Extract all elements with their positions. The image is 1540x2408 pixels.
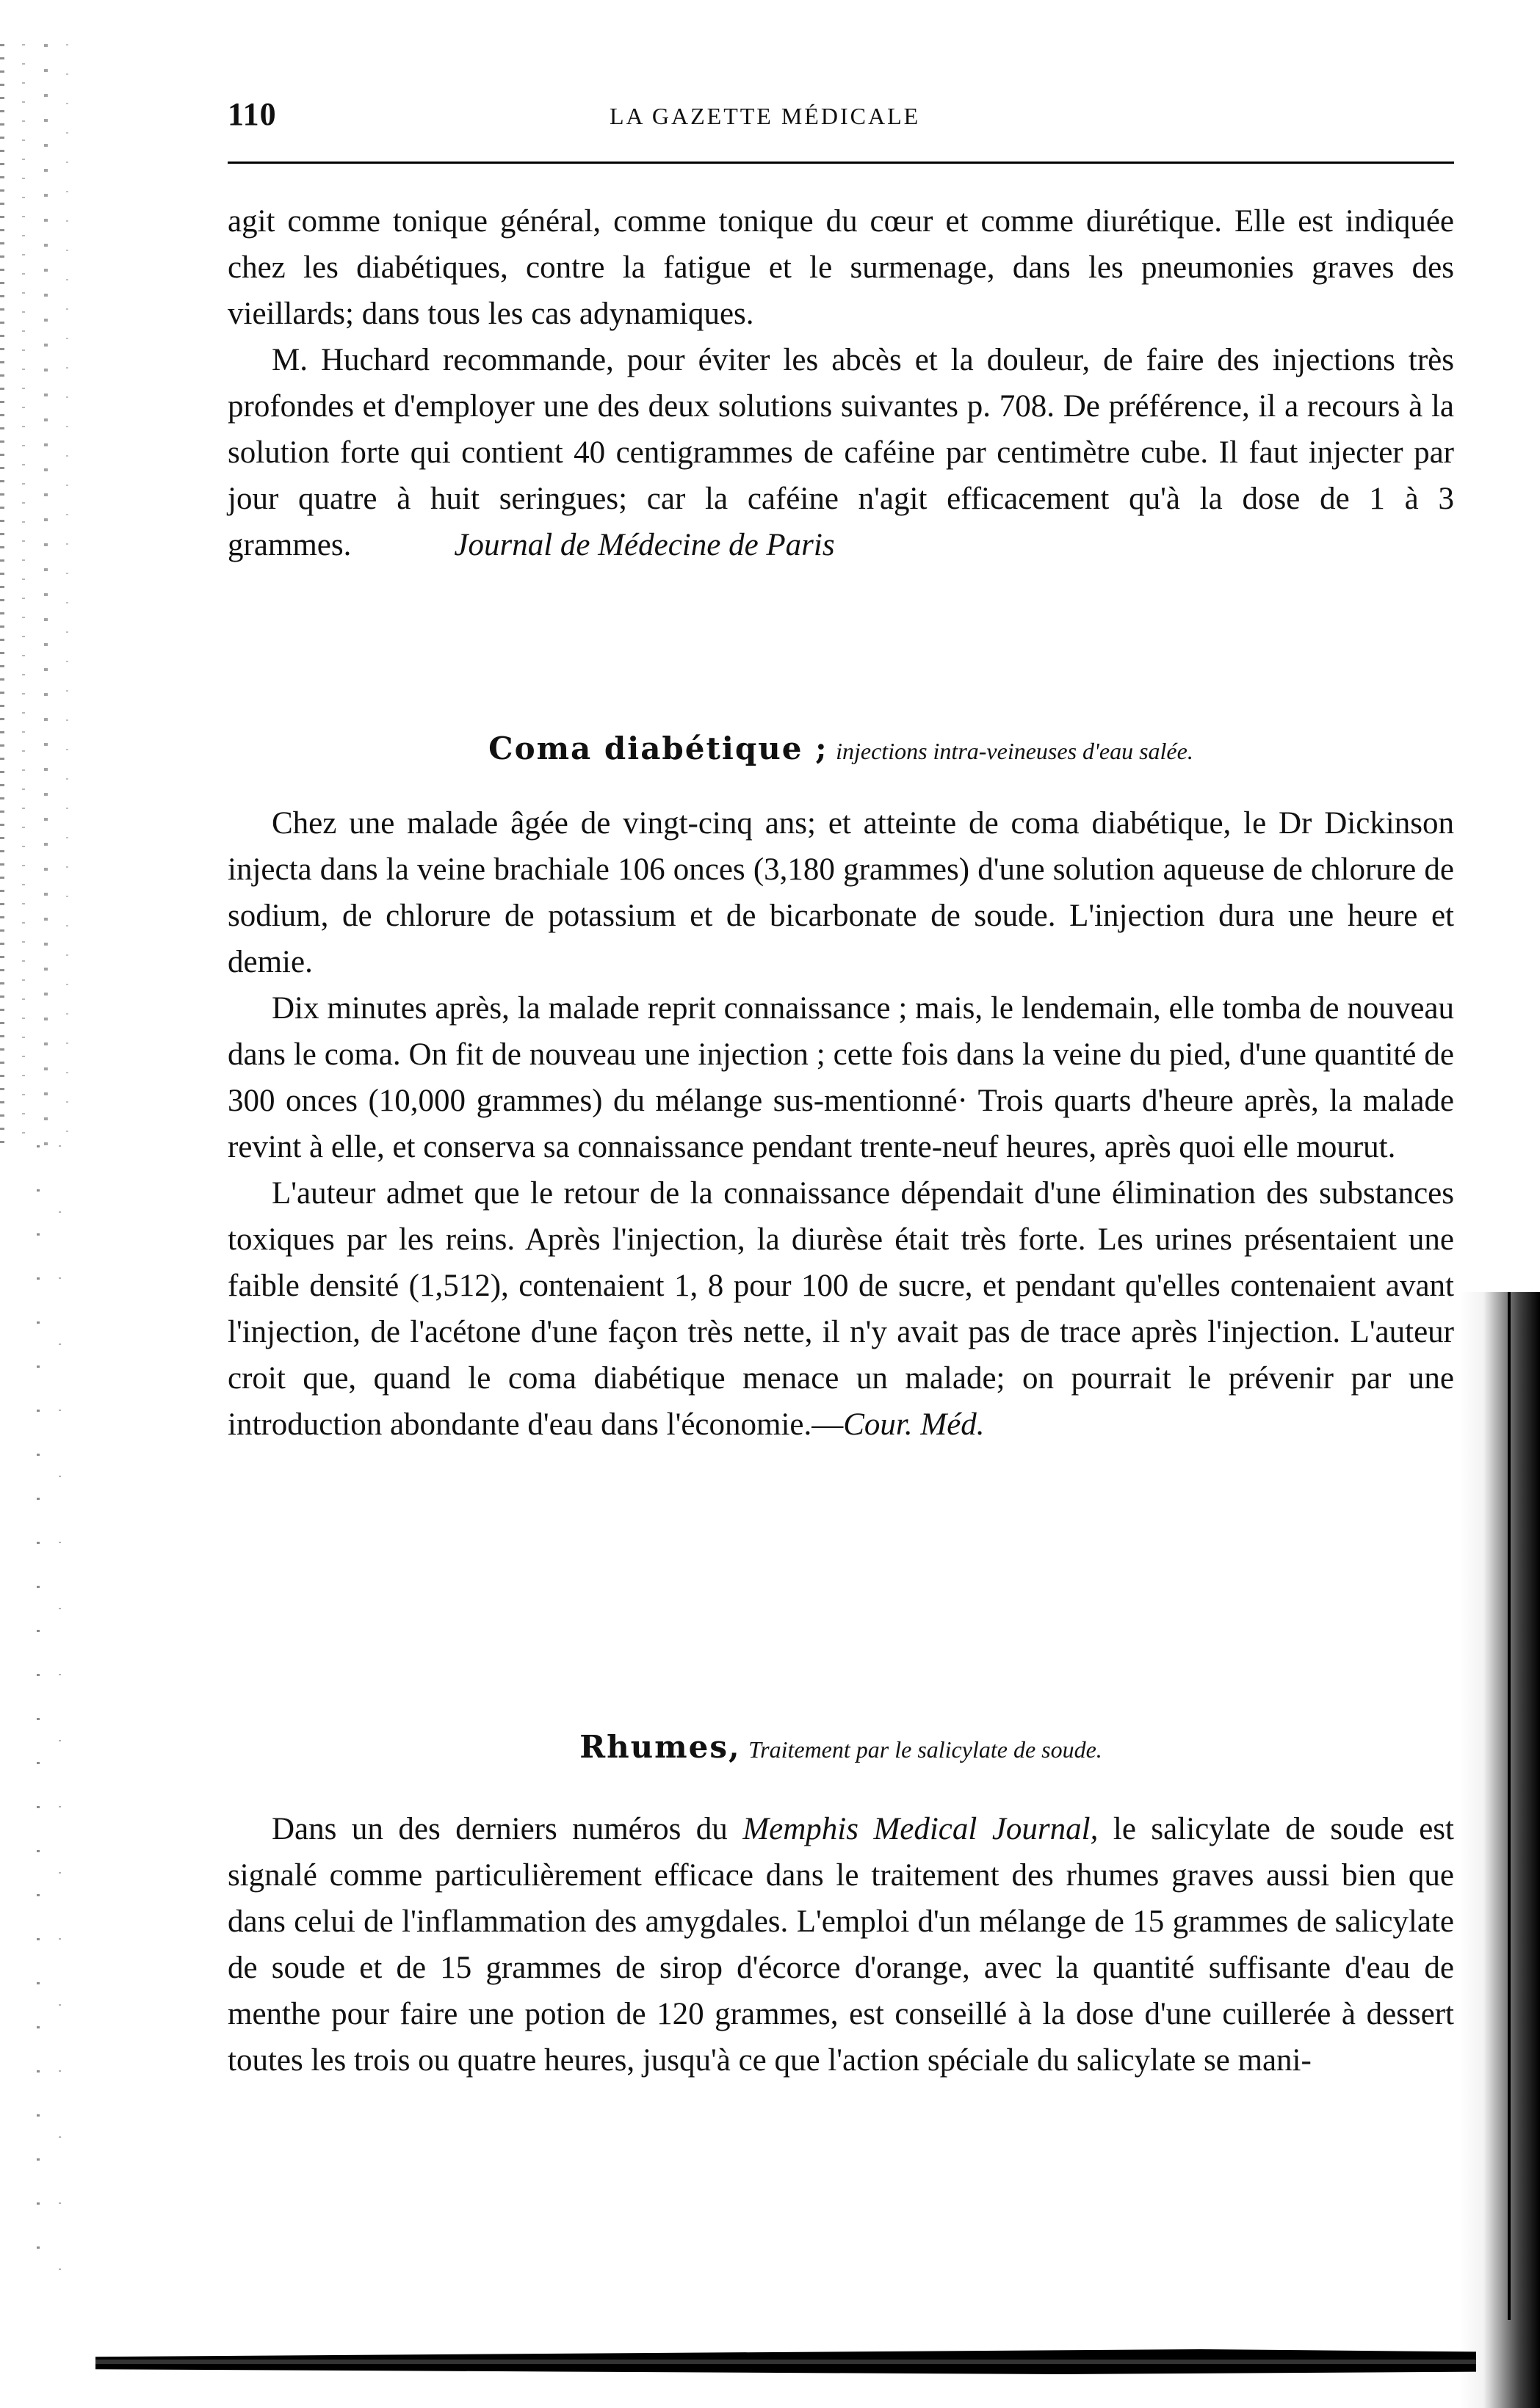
section-heading-rhumes: [228, 1725, 1454, 1771]
paragraph: Chez une malade âgée de vingt-cinq ans; et atteinte de coma diabétique, le Dr Dickinson injecta dans la veine brachiale 106 onces (3,180 grammes) d'une solution aqueuse de chlorure de sodium, de chlorure de potassium et de bicarbonate de soude. L'injection dura une heure et demie.: [228, 806, 1454, 979]
running-head: [228, 88, 1454, 147]
scan-edge-left-lower: [29, 1145, 73, 2283]
paragraph: Dix minutes après, la malade reprit connaissance ; mais, le lendemain, elle tomba de nouveau dans le coma. On fit de nouveau une injection ; cette fois dans la veine du pied, d'une quantité de 300 onces (10,000 grammes) du mélange sus-mentionné· Trois quarts d'heure après, la malade revint à elle, et conserva sa connaissance pendant trente-neuf heures, après quoi elle mourut.: [228, 991, 1454, 1164]
paragraph-text: le salicylate de soude est signalé comme particulièrement efficace dans le traitement des rhumes graves aussi bien que dans celui de l'inflammation des amygdales. L'emploi d'un mélange de 15 grammes de salicylate de soude et de 15 grammes de sirop d'écorce d'orange, avec la quantité suffisante d'eau de menthe pour faire une potion de 120 grammes, est conseillé à la dose d'une cuillerée à dessert toutes les trois ou quatre heures, jusqu'à ce que l'action spéciale du salicylate se mani-: [228, 1812, 1454, 2078]
section-rhumes: [228, 1806, 1454, 2084]
paragraph: [228, 337, 1454, 568]
journal-title: LA GAZETTE MÉDICALE: [610, 103, 921, 129]
section-subtitle: injections intra-veineuses d'eau salée.: [836, 738, 1193, 764]
page-number: 110: [228, 96, 277, 132]
header-rule: [228, 162, 1454, 164]
scan-edge-left: [0, 44, 103, 1145]
paragraph-text: Dans un des derniers numéros du: [272, 1812, 743, 1846]
paragraph-text: L'auteur admet que le retour de la connaissance dépendait d'une élimination des substances toxiques par les reins. Après l'injection, la diurèse était très forte. Les urines présentaient une faible densité (1,512), contenaient 1, 8 pour 100 de sucre, et pendant qu'elles contenaient avant l'injection, de l'acétone d'une façon très nette, il n'y avait pas de trace après l'injection. L'auteur croit que, quand le coma diabétique menace un malade; on pourrait le prévenir par une introduction abondante d'eau dans l'économie.—: [228, 1176, 1454, 1442]
source-citation: Cour. Méd.: [843, 1407, 985, 1442]
spine-shadow: [1459, 1292, 1540, 2408]
section-title: Rhumes,: [579, 1729, 741, 1765]
section-heading-coma: [228, 727, 1454, 773]
section-caffeine: [228, 198, 1454, 568]
bottom-rule: [95, 2349, 1476, 2374]
paragraph-text: M. Huchard recommande, pour éviter les abcès et la douleur, de faire des injections très profondes et d'employer une des deux solutions suivantes p. 708. De préférence, il a recours à la solution forte qui contient 40 centigrammes de caféine par centimètre cube. Il faut injecter par jour quatre à huit seringues; car la caféine n'agit efficacement qu'à la dose de 1 à 3 grammes.: [228, 343, 1454, 562]
journal-reference: Memphis Medical Journal,: [742, 1812, 1099, 1846]
paragraph: [228, 1806, 1454, 2084]
section-title: Coma diabétique ;: [488, 730, 828, 766]
paragraph: [228, 1170, 1454, 1448]
spine-line: [1508, 1292, 1511, 2320]
section-coma: [228, 800, 1454, 1448]
paragraph: agit comme tonique général, comme tonique du cœur et comme diurétique. Elle est indiquée chez les diabétiques, contre la fatigue et le surmenage, dans les pneumonies graves des vieillards; dans tous les cas adynamiques.: [228, 204, 1454, 331]
section-subtitle: Traitement par le salicylate de soude.: [748, 1736, 1102, 1763]
source-citation: Journal de Médecine de Paris: [454, 528, 835, 562]
page: [228, 88, 1454, 2078]
